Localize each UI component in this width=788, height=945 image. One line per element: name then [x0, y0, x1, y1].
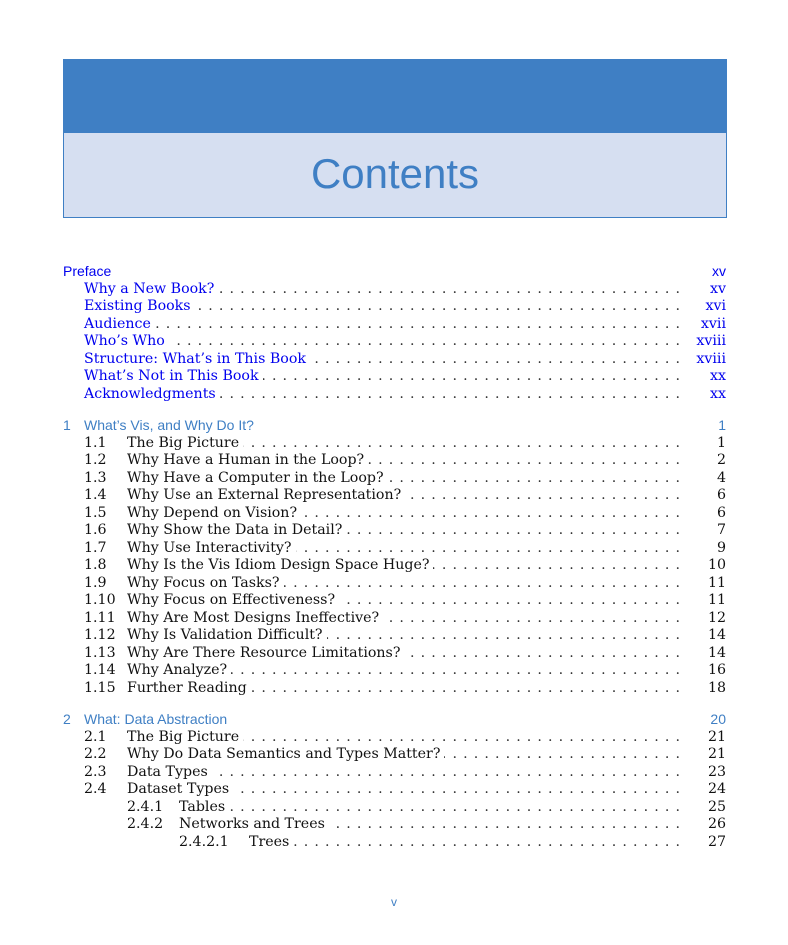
- toc-entry[interactable]: [63, 351, 726, 369]
- toc-section-number: 1.11: [84, 609, 116, 626]
- toc-section[interactable]: [63, 452, 726, 470]
- toc-section-title: Dataset Types: [127, 781, 233, 799]
- toc-leader: [249, 834, 680, 852]
- toc-subsubsection-page: 27: [707, 833, 726, 850]
- toc-subsection[interactable]: [63, 799, 726, 817]
- toc-section[interactable]: [63, 435, 726, 453]
- header-box: [63, 133, 727, 218]
- toc-section-title: Why Are There Resource Limitations?: [127, 645, 404, 663]
- toc-section[interactable]: [63, 627, 726, 645]
- toc-section-title: Why Use Interactivity?: [127, 540, 296, 558]
- toc-section[interactable]: [63, 522, 726, 540]
- toc-chapter-number: 2: [63, 711, 71, 727]
- toc-section-title: Why Is Validation Difficult?: [127, 627, 327, 645]
- toc-section-number: 2.2: [84, 746, 107, 762]
- toc-chapter-page: 20: [710, 711, 726, 727]
- toc-section-number: 1.1: [84, 434, 107, 451]
- toc-section-number: 1.12: [84, 627, 116, 643]
- page-title: Contents: [310, 150, 480, 197]
- toc-subsubsection-number: 2.4.2.1: [179, 833, 229, 850]
- toc-section[interactable]: [63, 540, 726, 558]
- toc-section-page: 21: [707, 746, 726, 762]
- toc-section[interactable]: [63, 645, 726, 663]
- toc-section-number: 1.6: [84, 522, 107, 538]
- header-band: [63, 59, 727, 133]
- toc-section-number: 1.14: [84, 662, 116, 678]
- toc-chapter-number: 1: [63, 417, 71, 433]
- toc-entry-page: xvi: [705, 298, 726, 314]
- toc-section[interactable]: [63, 729, 726, 747]
- toc-entry-title: Who’s Who: [84, 333, 169, 351]
- toc-section-number: 2.4: [84, 781, 107, 797]
- toc-entry-page: xviii: [696, 350, 726, 367]
- toc-section-number: 1.7: [84, 539, 107, 556]
- toc-section-page: 12: [707, 609, 726, 626]
- toc-section-title: Why Do Data Semantics and Types Matter?: [127, 746, 444, 764]
- toc-subsection-page: 26: [707, 816, 726, 832]
- page-number: v: [391, 895, 397, 909]
- toc-leader: [84, 316, 680, 334]
- toc-section-title: The Big Picture: [127, 729, 243, 747]
- toc-section[interactable]: [63, 764, 726, 782]
- toc-section-page: 6: [716, 504, 726, 521]
- toc-section[interactable]: [63, 610, 726, 628]
- toc-preface-heading[interactable]: [63, 263, 726, 281]
- toc-section[interactable]: [63, 592, 726, 610]
- toc-subsubsection-title: Trees: [249, 834, 293, 852]
- toc-chapter-title: What: Data Abstraction: [84, 711, 231, 729]
- toc-section-title: The Big Picture: [127, 435, 243, 453]
- toc-entry-page: xv: [712, 263, 726, 279]
- toc-section-title: Why Are Most Designs Ineffective?: [127, 610, 383, 628]
- toc-section-page: 11: [707, 574, 726, 591]
- toc-section-title: Why Analyze?: [127, 662, 231, 680]
- toc-section[interactable]: [63, 662, 726, 680]
- toc-entry-title: Existing Books: [84, 298, 195, 316]
- toc-section-page: 6: [716, 487, 726, 503]
- toc-section-page: 18: [707, 679, 726, 696]
- toc-section-title: Why Is the Vis Idiom Design Space Huge?: [127, 557, 433, 575]
- toc-section-number: 1.15: [84, 679, 116, 696]
- toc-section-title: Why Have a Human in the Loop?: [127, 452, 368, 470]
- toc-entry[interactable]: [63, 386, 726, 404]
- toc-section[interactable]: [63, 470, 726, 488]
- toc-section-number: 1.9: [84, 574, 107, 591]
- toc-section-page: 23: [707, 763, 726, 780]
- toc-entry-title: Audience: [84, 316, 155, 334]
- toc-section-page: 16: [707, 662, 726, 678]
- toc-section-page: 10: [707, 557, 726, 573]
- toc-section-page: 14: [707, 627, 726, 643]
- toc-section-page: 4: [716, 469, 726, 486]
- toc-section-page: 21: [707, 728, 726, 745]
- toc-subsection-title: Tables: [179, 799, 229, 817]
- toc-chapter-page: 1: [718, 417, 726, 433]
- toc-section-title: Why Depend on Vision?: [127, 505, 301, 523]
- toc-section-title: Why Focus on Effectiveness?: [127, 592, 339, 610]
- toc-section[interactable]: [63, 781, 726, 799]
- toc-entry-page: xx: [709, 385, 726, 402]
- toc-section-title: Data Types: [127, 764, 212, 782]
- toc-entry-title: What’s Not in This Book: [84, 368, 263, 386]
- toc-section-title: Further Reading: [127, 680, 251, 698]
- toc-section-number: 1.5: [84, 504, 107, 521]
- toc-entry-page: xv: [709, 280, 726, 297]
- toc-section-number: 1.13: [84, 644, 116, 661]
- toc-section-number: 2.1: [84, 728, 107, 745]
- toc-entry-page: xx: [709, 368, 726, 384]
- toc-entry[interactable]: [63, 281, 726, 299]
- toc-leader: [179, 799, 680, 817]
- toc-section[interactable]: [63, 575, 726, 593]
- toc-section-page: 2: [716, 452, 726, 468]
- toc-entry-title: Preface: [63, 263, 115, 281]
- toc-chapter-1[interactable]: [63, 417, 726, 435]
- toc-section-number: 1.2: [84, 452, 107, 468]
- toc-section-number: 1.4: [84, 487, 107, 503]
- toc-section-number: 1.10: [84, 592, 116, 608]
- toc-section[interactable]: [63, 487, 726, 505]
- toc-section-title: Why Use an External Representation?: [127, 487, 405, 505]
- toc-section[interactable]: [63, 746, 726, 764]
- toc-entry-title: Acknowledgments: [84, 386, 220, 404]
- toc-section-page: 1: [716, 434, 726, 451]
- toc-subsubsection[interactable]: [63, 834, 726, 852]
- toc-section-title: Why Show the Data in Detail?: [127, 522, 346, 540]
- toc-entry[interactable]: [63, 316, 726, 334]
- toc-entry-page: xvii: [700, 315, 726, 332]
- toc-section-number: 2.3: [84, 763, 107, 780]
- toc-subsection-title: Networks and Trees: [179, 816, 329, 834]
- toc-section-page: 9: [716, 539, 726, 556]
- toc-section-number: 1.8: [84, 557, 107, 573]
- toc-subsection[interactable]: [63, 816, 726, 834]
- toc-section-number: 1.3: [84, 469, 107, 486]
- toc-subsection-number: 2.4.2: [127, 816, 164, 832]
- toc-entry[interactable]: [63, 333, 726, 351]
- toc-section-title: Why Have a Computer in the Loop?: [127, 470, 388, 488]
- table-of-contents: [63, 263, 726, 851]
- toc-entry-page: xviii: [696, 333, 726, 349]
- toc-chapter-title: What’s Vis, and Why Do It?: [84, 417, 258, 435]
- toc-leader: [84, 333, 680, 351]
- toc-section[interactable]: [63, 557, 726, 575]
- toc-section-title: Why Focus on Tasks?: [127, 575, 284, 593]
- toc-section-page: 7: [716, 522, 726, 538]
- toc-subsection-number: 2.4.1: [127, 798, 164, 815]
- toc-entry-title: Why a New Book?: [84, 281, 218, 299]
- toc-section[interactable]: [63, 505, 726, 523]
- toc-section[interactable]: [63, 680, 726, 698]
- toc-entry[interactable]: [63, 368, 726, 386]
- toc-section-page: 24: [707, 781, 726, 797]
- toc-section-page: 11: [707, 592, 726, 608]
- toc-section-page: 14: [707, 644, 726, 661]
- toc-entry[interactable]: [63, 298, 726, 316]
- toc-subsection-page: 25: [707, 798, 726, 815]
- toc-chapter-2[interactable]: [63, 711, 726, 729]
- toc-entry-title: Structure: What’s in This Book: [84, 351, 310, 369]
